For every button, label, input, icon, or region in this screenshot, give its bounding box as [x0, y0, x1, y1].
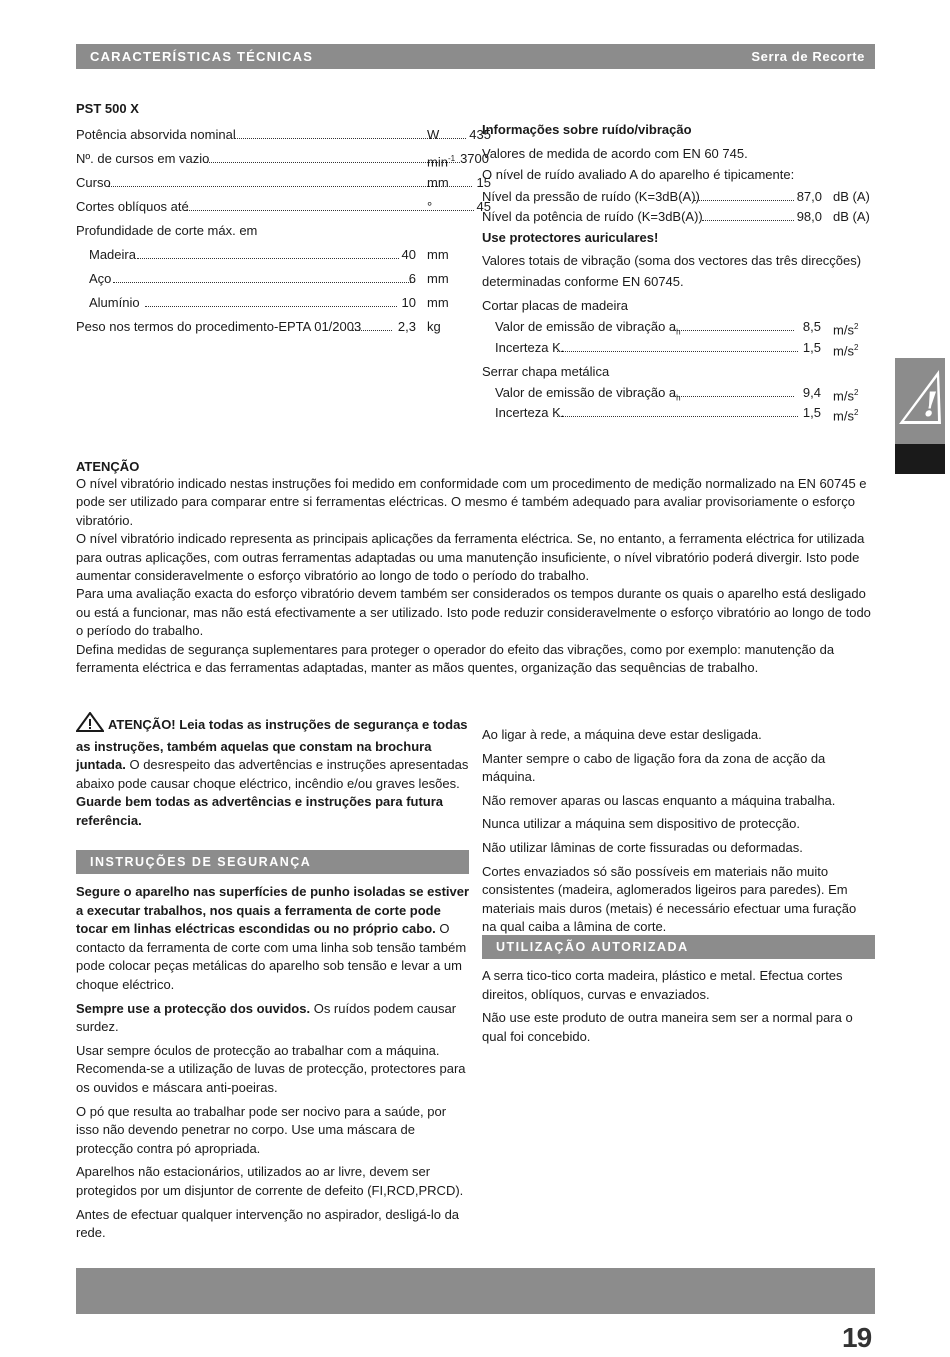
- usage-section-bar: [482, 935, 875, 959]
- safety-item: Segure o aparelho nas superfícies de punho isoladas se estiver a executar trabalhos, nos quais a ferramenta de corte pode tocar em linhas eléctricas escondidas ou no próprio cabo. O contacto da ferramenta de corte com uma linha sob tensão também pode colocar peças metálicas do aparelho sob tensão e levar a um choque eléctrico.: [76, 884, 470, 992]
- metal-emission-row: Valor de emissão de vibração $a_h$ 9,4 $m/s^2$: [495, 385, 859, 404]
- safety-section-bar: [76, 850, 469, 874]
- spec-row: Madeira 40 mm: [89, 247, 449, 262]
- svg-text:!: !: [923, 385, 938, 425]
- side-tab: [895, 358, 945, 474]
- spec-row: Nº. de cursos em vazio 3700 $\min^{-1}$: [76, 151, 489, 170]
- safety-item: Aparelhos não estacionários, utilizados ao ar livre, devem ser protegidos por um disjuntor de corrente de defeito (FI,RCD,PRCD).: [76, 1164, 464, 1198]
- safety-item: Usar sempre óculos de protecção ao trabalhar com a máquina. Recomenda-se a utilização de luvas de protecção, protectores para os ouvidos e máscara anti-poeiras.: [76, 1042, 466, 1095]
- safety-title: INSTRUÇÕES DE SEGURANÇA: [90, 855, 312, 869]
- usage-item: Não use este produto de outra maneira sem ser a normal para o qual foi concebido.: [482, 1010, 853, 1044]
- wood-uncert-row: Incerteza K. 1,5 $m/s^2$: [495, 340, 859, 359]
- header-bar: [76, 44, 875, 69]
- noise-power-row: Nível da potência de ruído (K=3dB(A)) 98,0 dB (A): [482, 209, 870, 224]
- spec-row: Peso nos termos do procedimento-EPTA 01/2003 2,3 kg: [76, 319, 441, 334]
- vib-total: determinadas conforme EN 60745.: [482, 274, 684, 289]
- wood-title: Cortar placas de madeira: [482, 298, 628, 313]
- attention-paragraph: O nível vibratório indicado representa as principais aplicações da ferramenta eléctrica. Se, no entanto, a ferramenta eléctrica for utilizada para outras aplicações, com outras ferramentas adaptadas ou uma manutenção insuficiente, o nível vibratório poderá divergir. Isto pode aumentar consideravelmente o esforço vibratório ao longo de todo o período do trabalho.: [76, 531, 865, 584]
- attention-paragraph: O nível vibratório indicado nestas instruções foi medido em conformidade com um procedimento de medição normalizado na EN 60745 e pode ser utilizado para comparar entre si ferramentas eléctricas. O mesmo é também adequado para avaliar provisoriamente o esforço vibratório.: [76, 476, 867, 528]
- warning-triangle-icon: [76, 712, 104, 738]
- right-item: Não remover aparas ou lascas enquanto a máquina trabalha.: [482, 792, 836, 808]
- warning-block: ATENÇÃO! Leia todas as instruções de segurança e todas as instruções, também aquelas que constam na brochura juntada. O desrespeito das advertências e instruções apresentadas abaixo pode causar choque eléctrico, incêndio e/ou graves lesões. Guarde bem todas as advertências e instruções para futura referência.: [76, 712, 470, 831]
- vib-total: Valores totais de vibração (soma dos vectores das três direcções): [482, 253, 862, 268]
- attention-title: ATENÇÃO: [76, 459, 140, 474]
- metal-uncert-row: Incerteza K. 1,5 $m/s^2$: [495, 405, 859, 424]
- spec-row: Aço 6 mm: [89, 271, 449, 286]
- noise-title: Informações sobre ruído/vibração: [482, 122, 692, 137]
- spec-row: Profundidade de corte máx. em: [76, 223, 258, 238]
- usage-title: UTILIZAÇÃO AUTORIZADA: [496, 940, 689, 954]
- right-item: Manter sempre o cabo de ligação fora da zona de acção da máquina.: [482, 750, 826, 785]
- attention-body: [76, 475, 876, 677]
- attention-paragraph: Defina medidas de segurança suplementares para proteger o operador do efeito das vibrações, como por exemplo: manutenção da ferramenta eléctrica e das ferramentas adaptadas, manter as mãos quentes, organização das sequências de trabalho.: [76, 641, 835, 676]
- header-title: CARACTERÍSTICAS TÉCNICAS: [90, 49, 314, 64]
- noise-line: Valores de medida de acordo com EN 60 745.: [482, 146, 748, 161]
- model-title: PST 500 X: [76, 101, 139, 116]
- right-item: Ao ligar à rede, a máquina deve estar desligada.: [482, 727, 762, 742]
- safety-list: [76, 883, 470, 1248]
- usage-list: [482, 967, 874, 1051]
- safety-item: Antes de efectuar qualquer intervenção no aspirador, desligá-lo da rede.: [76, 1206, 460, 1241]
- spec-row: Cortes oblíquos até 45 °: [76, 199, 491, 214]
- right-item: Cortes envaziados só são possíveis em materiais não muito consistentes (madeira, aglomerados ligeiros para paredes). Em materiais mais duros (metais) é necessário efectuar uma furação na qual caiba a lâmina de corte.: [482, 863, 857, 935]
- attention-paragraph: Para uma avaliação exacta do esforço vibratório devem também ser considerados os tempos durante os quais o aparelho está desligado ou está a funcionar, mas não está efectivamente a ser utilizado. Isto pode reduzir consideravelmente o esforço vibratório ao longo de todo o período do trabalho.: [76, 586, 871, 639]
- spec-row: Curso 15 mm: [76, 175, 491, 190]
- safety-item: Sempre use a protecção dos ouvidos. Os ruídos podem causar surdez.: [76, 1000, 457, 1035]
- footer-bar: [76, 1268, 875, 1314]
- wood-emission-row: Valor de emissão de vibração $a_h$ 8,5 $m/s^2$: [495, 319, 859, 338]
- metal-title: Serrar chapa metálica: [482, 364, 610, 379]
- noise-pressure-row: Nível da pressão de ruído (K=3dB(A)) 87,0 dB (A): [482, 189, 870, 204]
- noise-protect: Use protectores auriculares!: [482, 230, 659, 245]
- safety-item: O pó que resulta ao trabalhar pode ser nocivo para a saúde, por isso não devendo penetrar no corpo. Use uma máscara de protecção contra pó apropriada.: [76, 1103, 447, 1156]
- usage-item: A serra tico-tico corta madeira, plástico e metal. Efectua cortes direitos, oblíquos, curvas e envaziados.: [482, 968, 843, 1002]
- spec-row: Potência absorvida nominal 435 W: [76, 127, 491, 142]
- spec-row: Alumínio 10 mm: [89, 295, 449, 310]
- right-item: Nunca utilizar a máquina sem dispositivo de protecção.: [482, 816, 800, 832]
- header-product: Serra de Recorte: [751, 49, 865, 64]
- right-item: Não utilizar lâminas de corte fissuradas ou deformadas.: [482, 839, 803, 855]
- right-column-list: [482, 726, 874, 942]
- page-number: 19: [842, 1322, 872, 1353]
- noise-line: O nível de ruído avaliado A do aparelho é tipicamente:: [482, 167, 795, 182]
- exclamation-tab-icon: [895, 358, 945, 444]
